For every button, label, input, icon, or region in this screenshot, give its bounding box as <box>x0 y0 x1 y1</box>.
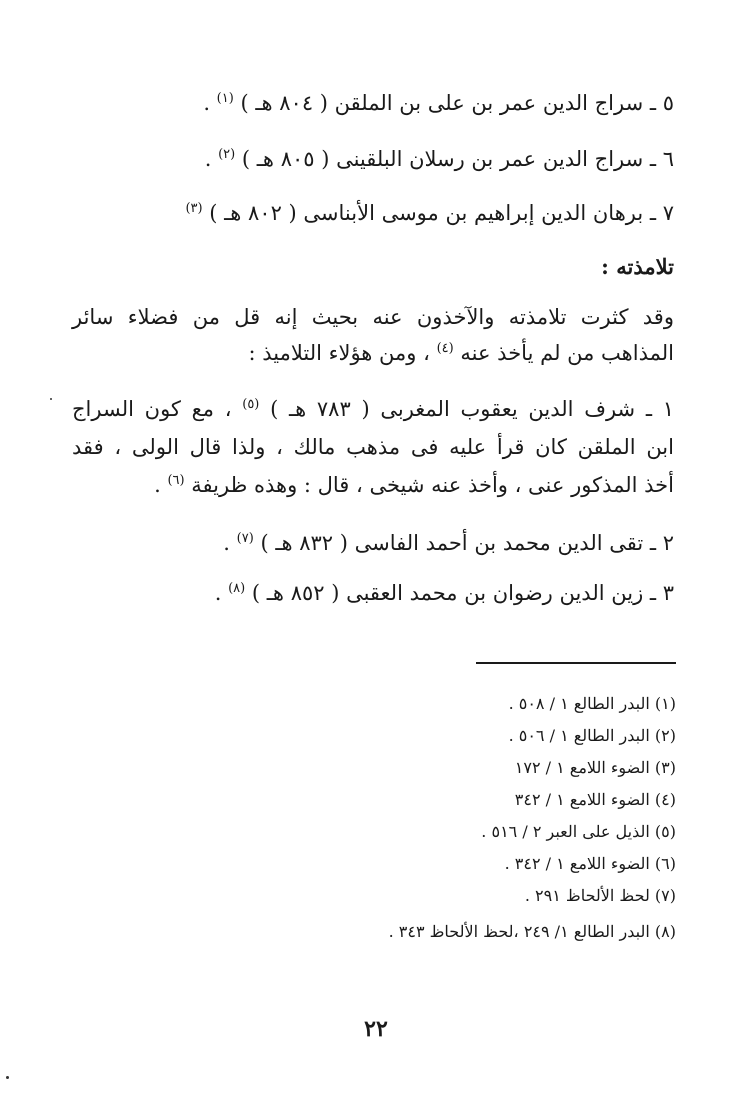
student-item-2-tail: . <box>223 531 237 555</box>
footnote-ref-8[interactable]: (٨) <box>228 581 246 596</box>
student-item-1-line-3 <box>154 470 674 500</box>
intro-line-2-tail: ، ومن هؤلاء التلاميذ : <box>248 341 437 365</box>
student-item-2-text: ٢ ـ تقى الدين محمد بن أحمد الفاسى ( ٨٣٢ هـ ) <box>253 531 674 555</box>
student-item-2 <box>223 528 674 558</box>
students-heading: تلامذته : <box>601 254 674 279</box>
student-item-3 <box>215 578 674 608</box>
student-item-1-line-3-text: أخذ المذكور عنى ، وأخذ عنه شيخى ، قال : وهذه ظريفة <box>184 473 674 497</box>
student-item-1-line-3-tail: . <box>154 473 168 497</box>
teacher-item-5-tail: . <box>203 91 217 115</box>
page-number: ٢٢ <box>364 1016 388 1042</box>
teacher-item-6-tail: . <box>204 147 219 171</box>
footnote-ref-1[interactable]: (١) <box>216 91 234 106</box>
student-item-1-tail: ، مع كون السراج <box>72 397 243 421</box>
student-item-1-line-2: ابن الملقن كان قرأ عليه فى مذهب مالك ، ولذا قال الولى ، فقد <box>72 435 674 459</box>
intro-line-2 <box>248 338 674 368</box>
footnote-4: (٤) الضوء اللامع ١ / ٣٤٢ <box>514 790 676 809</box>
teacher-item-6-text: ٦ ـ سراج الدين عمر بن رسلان البلقينى ( ٨٠٥ هـ ) <box>235 147 674 171</box>
footnote-8: (٨) البدر الطالع ١/ ٢٤٩ ،لحظ الألحاظ ٣٤٣ . <box>388 922 676 941</box>
intro-line-1: وقد كثرت تلامذته والآخذون عنه بحيث إنه قل من فضلاء سائر <box>72 305 674 329</box>
student-item-1-text: ١ ـ شرف الدين يعقوب المغربى ( ٧٨٣ هـ ) <box>259 397 674 421</box>
footnote-1: (١) البدر الطالع ١ / ٥٠٨ . <box>508 694 676 713</box>
footnote-3: (٣) الضوء اللامع ١ / ١٧٢ <box>514 758 676 777</box>
student-item-3-text: ٣ ـ زين الدين رضوان بن محمد العقبى ( ٨٥٢ هـ ) <box>245 581 674 605</box>
teacher-item-5 <box>203 88 674 118</box>
teacher-item-5-text: ٥ ـ سراج الدين عمر بن على بن الملقن ( ٨٠٤ هـ ) <box>233 91 674 115</box>
student-item-1-line-1 <box>72 394 674 424</box>
teacher-item-6 <box>205 144 674 174</box>
footnote-ref-5[interactable]: (٥) <box>242 397 260 412</box>
footnote-ref-2[interactable]: (٢) <box>218 147 236 162</box>
footnote-6: (٦) الضوء اللامع ١ / ٣٤٢ . <box>504 854 676 873</box>
scan-speck <box>6 1076 9 1079</box>
footnote-separator <box>476 662 676 664</box>
footnote-2: (٢) البدر الطالع ١ / ٥٠٦ . <box>508 726 676 745</box>
footnote-ref-4[interactable]: (٤) <box>436 341 454 356</box>
footnote-5: (٥) الذيل على العبر ٢ / ٥١٦ . <box>481 822 676 841</box>
student-item-3-tail: . <box>214 581 229 605</box>
footnote-ref-3[interactable]: (٣) <box>185 201 203 216</box>
footnote-7: (٧) لحظ الألحاظ ٢٩١ . <box>524 886 676 905</box>
intro-line-2-text: المذاهب من لم يأخذ عنه <box>453 341 674 365</box>
scan-speck <box>50 398 52 400</box>
footnote-ref-6[interactable]: (٦) <box>167 473 185 488</box>
teacher-item-7 <box>185 198 674 228</box>
footnote-ref-7[interactable]: (٧) <box>236 531 254 546</box>
teacher-item-7-text: ٧ ـ برهان الدين إبراهيم بن موسى الأبناسى ( ٨٠٢ هـ ) <box>202 201 674 225</box>
